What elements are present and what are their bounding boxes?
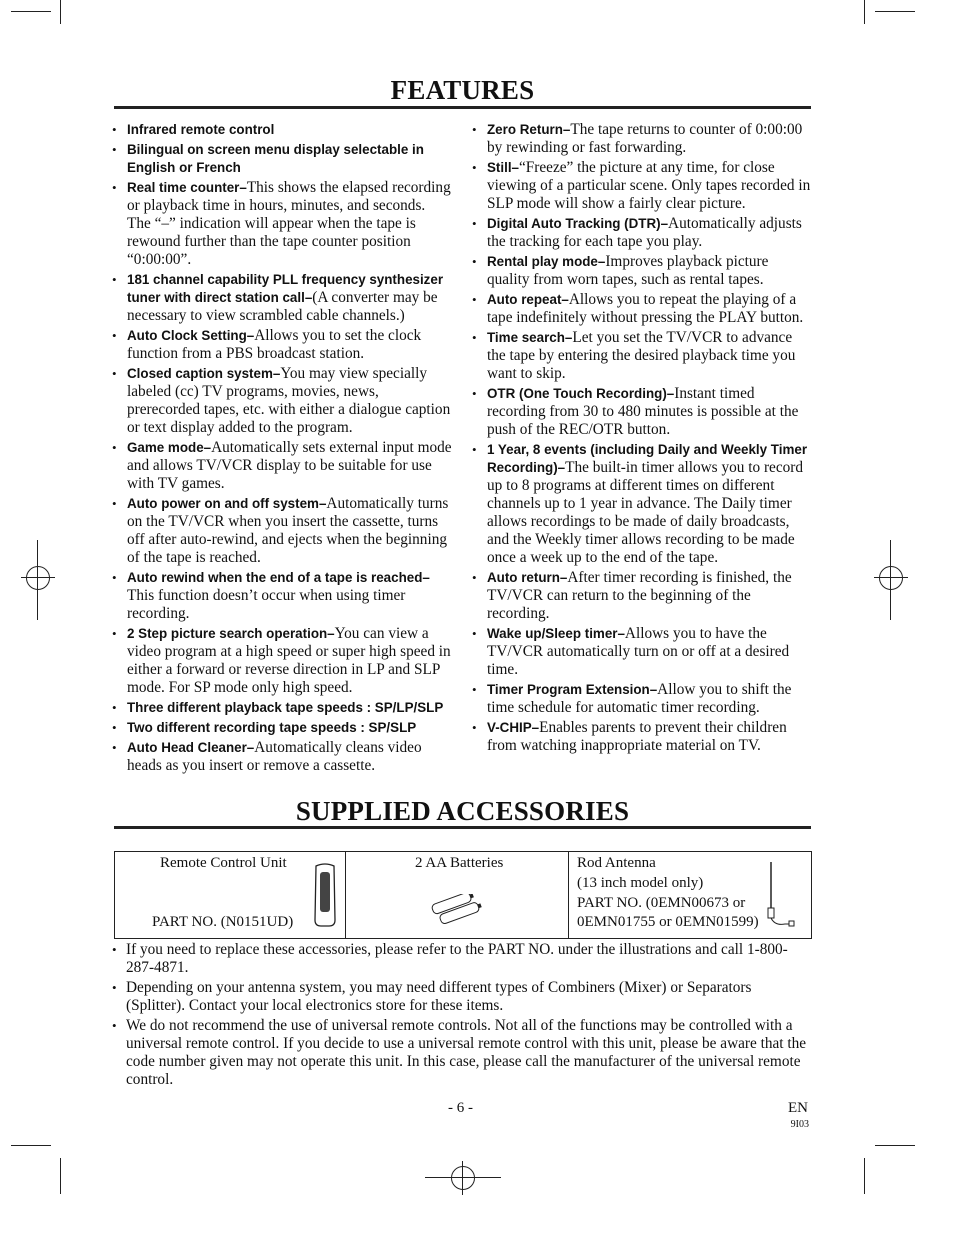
feature-description: Improves playback picture quality from worn tapes, such as rental tapes. [487, 253, 769, 288]
accessory-note-text: Depending on your antenna system, you may need different types of Combiners (Mixer) or Separators (Splitter). Contact your local electronics store for these items. [126, 979, 752, 1014]
feature-description: Enables parents to prevent their children from watching inappropriate material on TV. [487, 719, 787, 754]
feature-item [472, 681, 812, 717]
bullet-icon: • [472, 442, 477, 457]
bullet-icon: • [472, 720, 477, 735]
bullet-icon: • [112, 122, 117, 137]
feature-heading: Bilingual on screen menu display selectable in English or French [127, 142, 424, 175]
rod-antenna-icon [761, 860, 797, 934]
registration-mark-right [874, 561, 908, 595]
batteries-cell [346, 852, 569, 939]
feature-description: The built-in timer allows you to record up to 8 programs at different times on different channels up to 1 year in advance. The Daily timer allows recordings to be made of daily broadcasts, and the Weekly timer allows recording to be made once a week up to the end of the tape. [487, 459, 804, 566]
feature-heading: OTR (One Touch Recording)– [487, 386, 675, 401]
feature-description: Allows you to set the clock function from a PBS broadcast station. [127, 327, 422, 362]
feature-item [112, 439, 452, 493]
crop-mark [864, 1158, 865, 1194]
crop-mark [11, 1145, 51, 1146]
feature-heading: 2 Step picture search operation– [127, 626, 335, 641]
feature-item [112, 719, 452, 737]
feature-heading: Digital Auto Tracking (DTR)– [487, 216, 669, 231]
accessory-note [112, 979, 812, 1015]
bullet-icon: • [112, 1018, 117, 1033]
feature-heading: 1 Year, 8 events (including Daily and Weekly Timer Recording)– [487, 442, 808, 475]
feature-item [472, 121, 812, 157]
crop-mark [875, 11, 915, 12]
feature-item [112, 141, 452, 177]
feature-description: Automatically cleans video heads as you insert or remove a cassette. [127, 739, 422, 774]
bullet-icon: • [472, 216, 477, 231]
feature-item [112, 569, 452, 623]
feature-item [472, 291, 812, 327]
feature-description: Automatically turns on the TV/VCR when you insert the cassette, turns off after auto-rewind, and ejects when the beginning of the tape is reached. [127, 495, 449, 566]
feature-item [472, 719, 812, 755]
feature-heading: Auto power on and off system– [127, 496, 327, 511]
feature-description: Instant timed recording from 30 to 480 minutes is possible at the push of the REC/OTR button. [487, 385, 799, 438]
feature-description: This function doesn’t occur when using timer recording. [127, 587, 406, 622]
feature-heading: Rental play mode– [487, 254, 606, 269]
bullet-icon: • [112, 942, 117, 957]
feature-item [472, 215, 812, 251]
feature-description: Allow you to shift the time schedule for automatic timer recording. [487, 681, 792, 716]
remote-part-number: PART NO. (N0151UD) [152, 914, 294, 930]
antenna-part-line-2: 0EMN01755 or 0EMN01599) [577, 914, 759, 930]
bullet-icon: • [472, 292, 477, 307]
feature-item [112, 699, 452, 717]
accessories-heading: SUPPLIED ACCESSORIES [295, 796, 630, 826]
feature-description: Automatically sets external input mode and allows TV/VCR display to be suitable for use with TV games. [127, 439, 452, 492]
bullet-icon: • [112, 142, 117, 157]
remote-cell [115, 852, 346, 939]
bullet-icon: • [472, 254, 477, 269]
bullet-icon: • [112, 180, 117, 195]
language-code: EN [788, 1100, 808, 1116]
feature-heading: Auto return– [487, 570, 568, 585]
features-rule [114, 106, 811, 109]
accessory-note [112, 1017, 812, 1089]
batteries-name: 2 AA Batteries [415, 855, 504, 871]
feature-description: You can view a video program at a high speed or super high speed in either a forward or reverse direction in LP and SLP mode. For SP mode only high speed. [127, 625, 451, 696]
bullet-icon: • [112, 570, 117, 585]
feature-item [472, 329, 812, 383]
remote-control-icon [311, 862, 339, 928]
crop-mark [60, 0, 61, 24]
feature-item [112, 625, 452, 697]
feature-description: (A converter may be necessary to view scrambled cable channels.) [127, 289, 438, 324]
feature-description: Automatically adjusts the tracking for each tape you play. [487, 215, 802, 250]
feature-description: “Freeze” the picture at any time, for close viewing of a particular scene. Only tapes recorded in SLP mode will show a fairly clear picture. [487, 159, 811, 212]
bullet-icon: • [112, 700, 117, 715]
feature-heading: Wake up/Sleep timer– [487, 626, 625, 641]
bullet-icon: • [112, 440, 117, 455]
feature-heading: Time search– [487, 330, 573, 345]
page-number: - 6 - [448, 1100, 473, 1116]
feature-heading: Zero Return– [487, 122, 571, 137]
antenna-part-line-1: PART NO. (0EMN00673 or [577, 895, 746, 911]
feature-heading: Three different playback tape speeds : SP/LP/SLP [127, 700, 444, 715]
feature-heading: Timer Program Extension– [487, 682, 658, 697]
bullet-icon: • [472, 330, 477, 345]
feature-item [472, 569, 812, 623]
features-heading: FEATURES [390, 75, 535, 105]
bullet-icon: • [472, 122, 477, 137]
bullet-icon: • [112, 626, 117, 641]
antenna-note: (13 inch model only) [577, 875, 704, 891]
remote-name: Remote Control Unit [160, 855, 287, 871]
bullet-icon: • [472, 570, 477, 585]
feature-description: Let you set the TV/VCR to advance the tape by entering the desired playback time you want to skip. [487, 329, 796, 382]
feature-item [112, 739, 452, 775]
bullet-icon: • [472, 386, 477, 401]
feature-heading: Real time counter– [127, 180, 247, 195]
accessories-rule [114, 826, 811, 829]
feature-heading: 181 channel capability PLL frequency synthesizer tuner with direct station call– [127, 272, 444, 305]
feature-heading: Infrared remote control [127, 122, 275, 137]
feature-heading: Still– [487, 160, 519, 175]
feature-item [472, 441, 812, 567]
bullet-icon: • [112, 496, 117, 511]
batteries-icon [428, 894, 490, 924]
accessory-note-text: We do not recommend the use of universal remote controls. Not all of the functions may be controlled with a universal remote control. If you decide to use a universal remote control with this unit, please be aware that the code number given may not operate this unit. In this case, please call the manufacturer of the universal remote control. [126, 1017, 807, 1088]
feature-heading: Auto rewind when the end of a tape is reached– [127, 570, 430, 585]
feature-heading: Closed caption system– [127, 366, 281, 381]
feature-description: This shows the elapsed recording or playback time in hours, minutes, and seconds. The “–” indication will appear when the tape is rewound further than the tape counter position “0:00:00”. [127, 179, 451, 268]
registration-mark-left [21, 561, 55, 595]
feature-heading: Auto repeat– [487, 292, 569, 307]
feature-item [112, 495, 452, 567]
bullet-icon: • [112, 740, 117, 755]
bullet-icon: • [112, 272, 117, 287]
feature-item [112, 327, 452, 363]
features-right-column [472, 121, 812, 757]
bullet-icon: • [472, 682, 477, 697]
antenna-name: Rod Antenna [577, 855, 656, 871]
feature-description: Allows you to have the TV/VCR automatically turn on or off at a desired time. [487, 625, 790, 678]
feature-item [472, 253, 812, 289]
bullet-icon: • [112, 720, 117, 735]
feature-item [112, 271, 452, 325]
feature-heading: Game mode– [127, 440, 212, 455]
accessories-table [114, 851, 812, 939]
feature-heading: Auto Head Cleaner– [127, 740, 255, 755]
bullet-icon: • [112, 980, 117, 995]
bullet-icon: • [112, 328, 117, 343]
feature-heading: Auto Clock Setting– [127, 328, 255, 343]
feature-heading: Two different recording tape speeds : SP/SLP [127, 720, 417, 735]
crop-mark [864, 0, 865, 24]
accessory-note-text: If you need to replace these accessories, please refer to the PART NO. under the illustrations and call 1-800-287-4871. [126, 941, 788, 976]
bullet-icon: • [112, 366, 117, 381]
crop-mark [11, 11, 51, 12]
document-code: 9I03 [790, 1119, 809, 1130]
feature-item [112, 121, 452, 139]
feature-description: You may view specially labeled (cc) TV programs, movies, news, prerecorded tapes, etc. with either a dialogue caption or text display added to the program. [127, 365, 451, 436]
feature-item [112, 179, 452, 269]
feature-item [472, 385, 812, 439]
accessory-note [112, 941, 812, 977]
bullet-icon: • [472, 626, 477, 641]
accessory-notes [112, 941, 812, 1091]
feature-heading: V-CHIP– [487, 720, 540, 735]
crop-mark [875, 1145, 915, 1146]
feature-item [472, 625, 812, 679]
crop-mark [60, 1158, 61, 1194]
feature-item [112, 365, 452, 437]
feature-description: After timer recording is finished, the TV/VCR can return to the beginning of the recording. [487, 569, 792, 622]
features-left-column [112, 121, 452, 777]
feature-description: Allows you to repeat the playing of a tape indefinitely without pressing the PLAY button. [487, 291, 804, 326]
feature-description: The tape returns to counter of 0:00:00 by rewinding or fast forwarding. [487, 121, 803, 156]
registration-mark-bottom [446, 1161, 480, 1195]
bullet-icon: • [472, 160, 477, 175]
feature-item [472, 159, 812, 213]
antenna-cell [569, 852, 812, 939]
